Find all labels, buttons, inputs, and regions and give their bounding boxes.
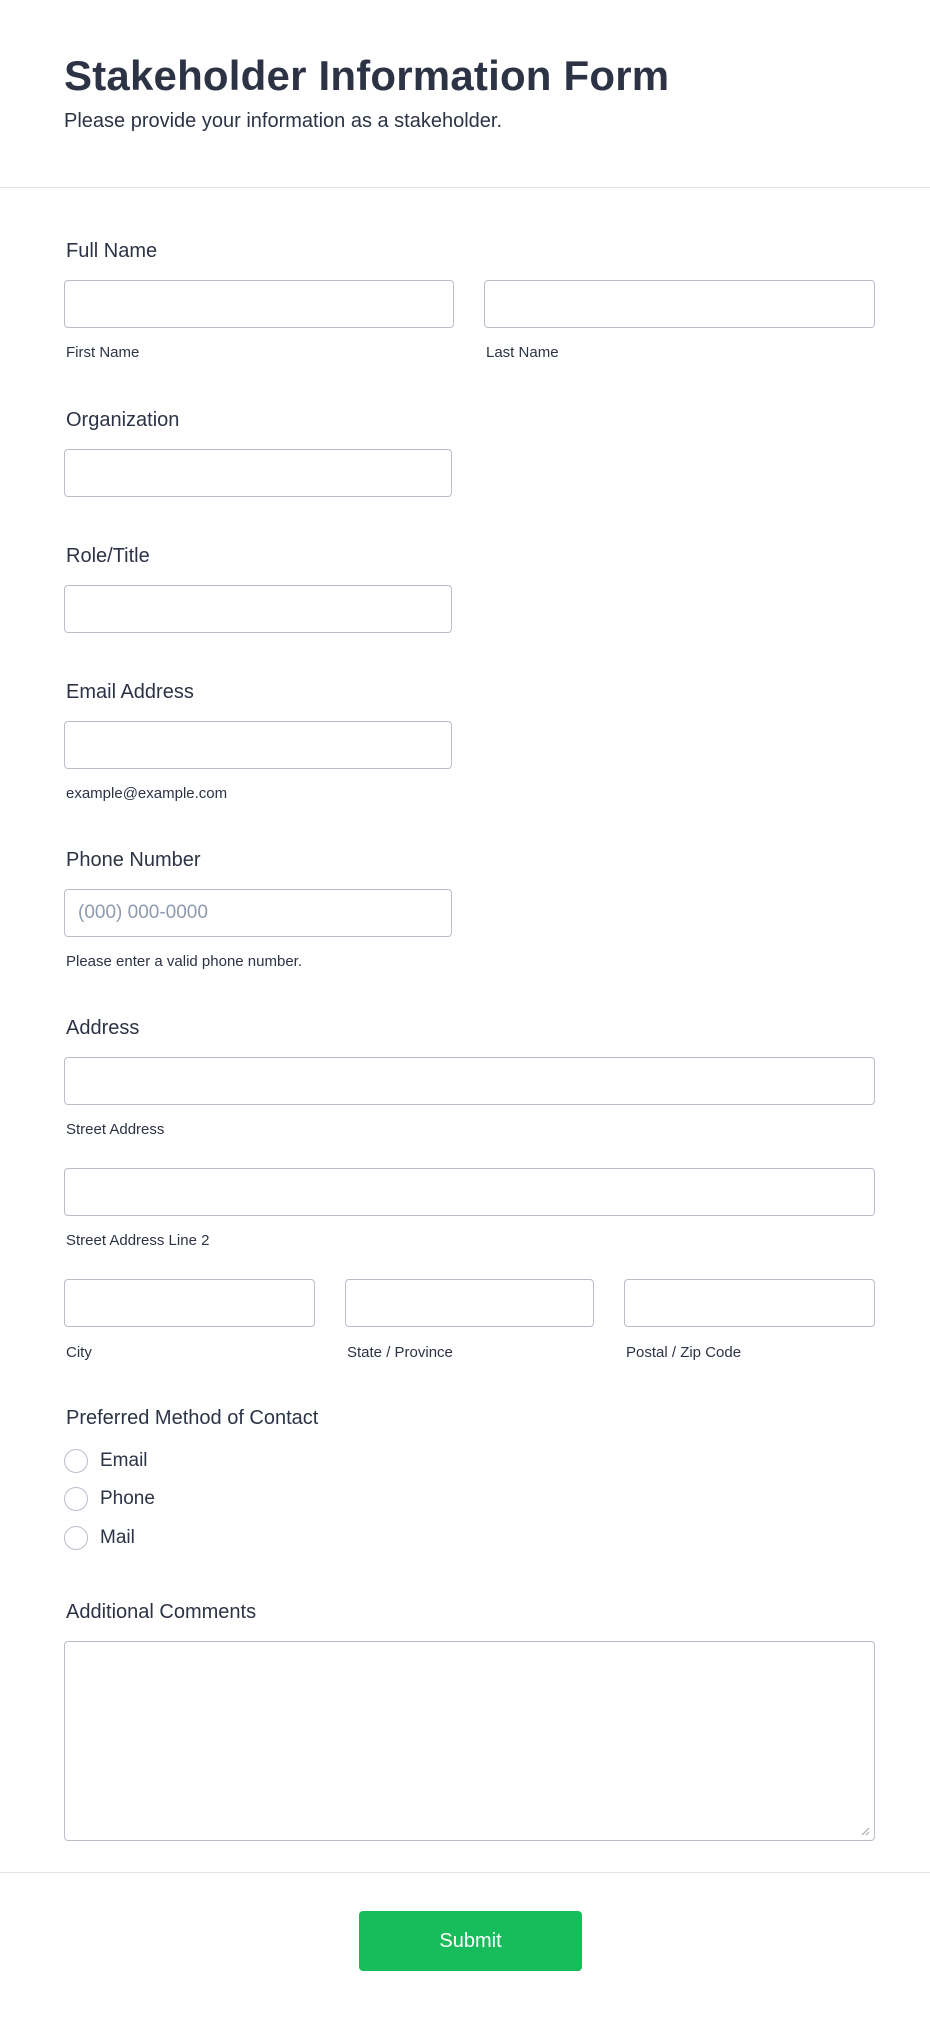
state-province-sublabel: State / Province [347,1344,453,1361]
street-address-sublabel: Street Address [66,1121,165,1138]
city-sublabel: City [66,1344,92,1361]
full-name-label: Full Name [66,240,158,262]
phone-label: Phone Number [66,849,201,871]
form-header [0,0,930,188]
radio-label-email: Email [100,1450,148,1471]
phone-input[interactable] [64,889,452,937]
resize-handle-icon[interactable] [860,1826,870,1836]
radio-label-phone: Phone [100,1488,155,1509]
first-name-sublabel: First Name [66,344,140,361]
contact-method-label: Preferred Method of Contact [66,1407,319,1429]
postal-zip-sublabel: Postal / Zip Code [626,1344,742,1361]
radio-button[interactable] [64,1526,88,1550]
submit-button[interactable]: Submit [359,1911,582,1971]
phone-sublabel: Please enter a valid phone number. [66,953,302,970]
comments-textarea[interactable] [64,1641,875,1841]
contact-option-mail[interactable] [64,1525,135,1551]
comments-label: Additional Comments [66,1601,257,1623]
city-input[interactable] [64,1279,315,1327]
email-input[interactable] [64,721,452,769]
contact-option-phone[interactable] [64,1486,155,1512]
contact-option-email[interactable] [64,1448,148,1474]
radio-label-mail: Mail [100,1527,135,1548]
first-name-input[interactable] [64,280,454,328]
street-address-line2-sublabel: Street Address Line 2 [66,1232,210,1249]
footer-divider [0,1872,930,1873]
radio-button[interactable] [64,1449,88,1473]
organization-input[interactable] [64,449,452,497]
street-address-input[interactable] [64,1057,875,1105]
postal-zip-input[interactable] [624,1279,875,1327]
email-sublabel: example@example.com [66,785,228,802]
form-subtitle: Please provide your information as a stakeholder. [64,110,503,132]
role-title-label: Role/Title [66,545,150,567]
form-title: Stakeholder Information Form [64,52,670,99]
street-address-line2-input[interactable] [64,1168,875,1216]
address-label: Address [66,1017,140,1039]
role-title-input[interactable] [64,585,452,633]
last-name-input[interactable] [484,280,875,328]
last-name-sublabel: Last Name [486,344,559,361]
radio-button[interactable] [64,1487,88,1511]
email-label: Email Address [66,681,194,703]
organization-label: Organization [66,409,180,431]
state-province-input[interactable] [345,1279,594,1327]
